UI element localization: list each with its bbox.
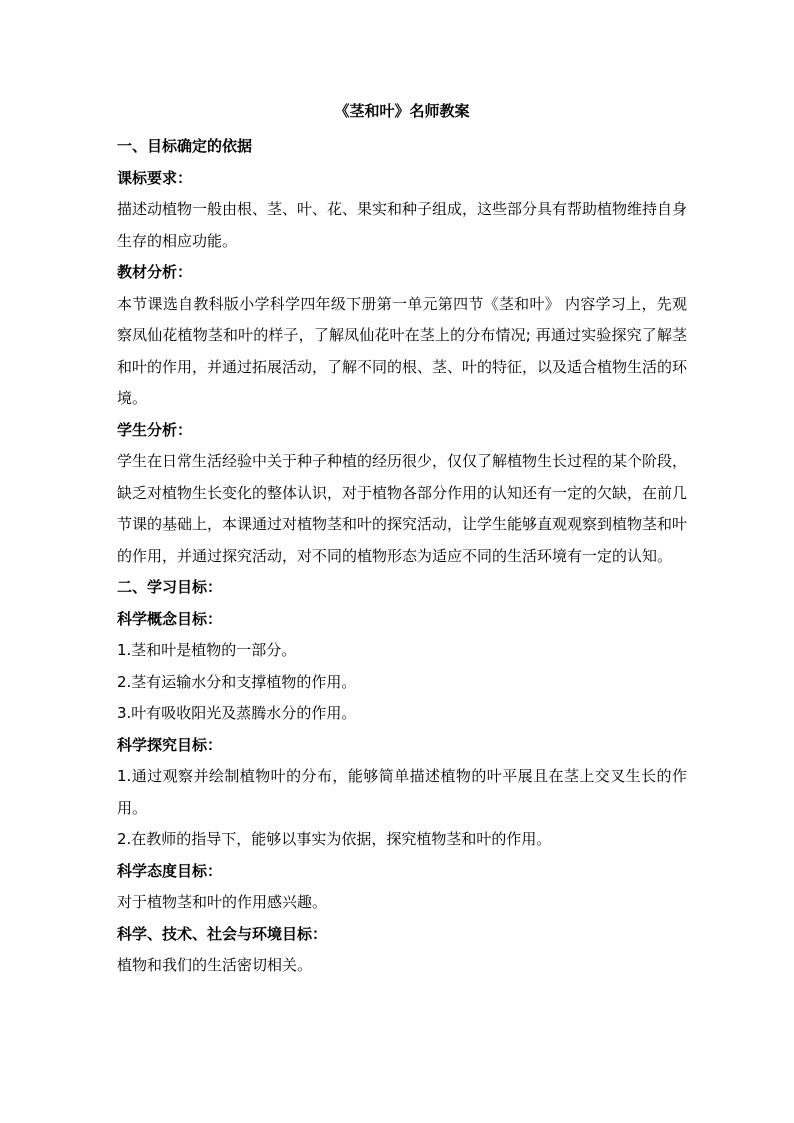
paragraph-society: 植物和我们的生活密切相关。 [117,956,313,974]
subheading-curriculum: 课标要求： [117,168,193,187]
paragraph-curriculum: 描述动植物一般由根、茎、叶、花、果实和种子组成，这些部分具有帮助植物维持自身生存的相应功能。 [117,200,688,250]
paragraph-students: 学生在日常生活经验中关于种子种植的经历很少，仅仅了解植物生长过程的某个阶段，缺乏对植物生长变化的整体认识，对于植物各部分作用的认知还有一定的欠缺，在前几节课的基础上，本课通过对植物茎和叶的探究活动，让学生能够直观观察到植物茎和叶的作用，并通过探究活动，对不同的植物形态为适应不同的生活环境有一定的认知。 [117,452,688,565]
paragraph-textbook: 本节课选自教科版小学科学四年级下册第一单元第四节《茎和叶》 内容学习上，先观察凤仙花植物茎和叶的样子，了解凤仙花叶在茎上的分布情况; 再通过实验探究了解茎和叶的作用，并通过拓展活动，了解不同的根、茎、叶的特征，以及适合植物生活的环境。 [117,294,688,407]
section-heading-basis: 一、目标确定的依据 [117,137,253,155]
document-title: 《茎和叶》名师教案 [334,102,470,120]
paragraph-attitude: 对于植物茎和叶的作用感兴趣。 [117,893,328,911]
list-item: 2.茎有运输水分和支撑植物的作用。 [117,672,357,691]
document-page [117,100,687,982]
subheading-concept: 科学概念目标： [117,609,223,628]
subheading-students: 学生分析： [117,420,193,439]
list-item: 1.通过观察并绘制植物叶的分布，能够简单描述植物的叶平展且在茎上交叉生长的作用。 [117,767,687,817]
subheading-attitude: 科学态度目标： [117,861,223,880]
list-item: 3.叶有吸收阳光及蒸腾水分的作用。 [117,704,357,722]
subheading-society: 科学、技术、社会与环境目标： [117,924,328,943]
subheading-textbook: 教材分析： [117,263,193,281]
list-item: 1.茎和叶是植物的一部分。 [117,641,297,659]
subheading-inquiry: 科学探究目标： [117,735,223,754]
section-heading-objectives: 二、学习目标： [117,578,223,596]
list-item: 2.在教师的指导下，能够以事实为依据，探究植物茎和叶的作用。 [117,830,552,848]
